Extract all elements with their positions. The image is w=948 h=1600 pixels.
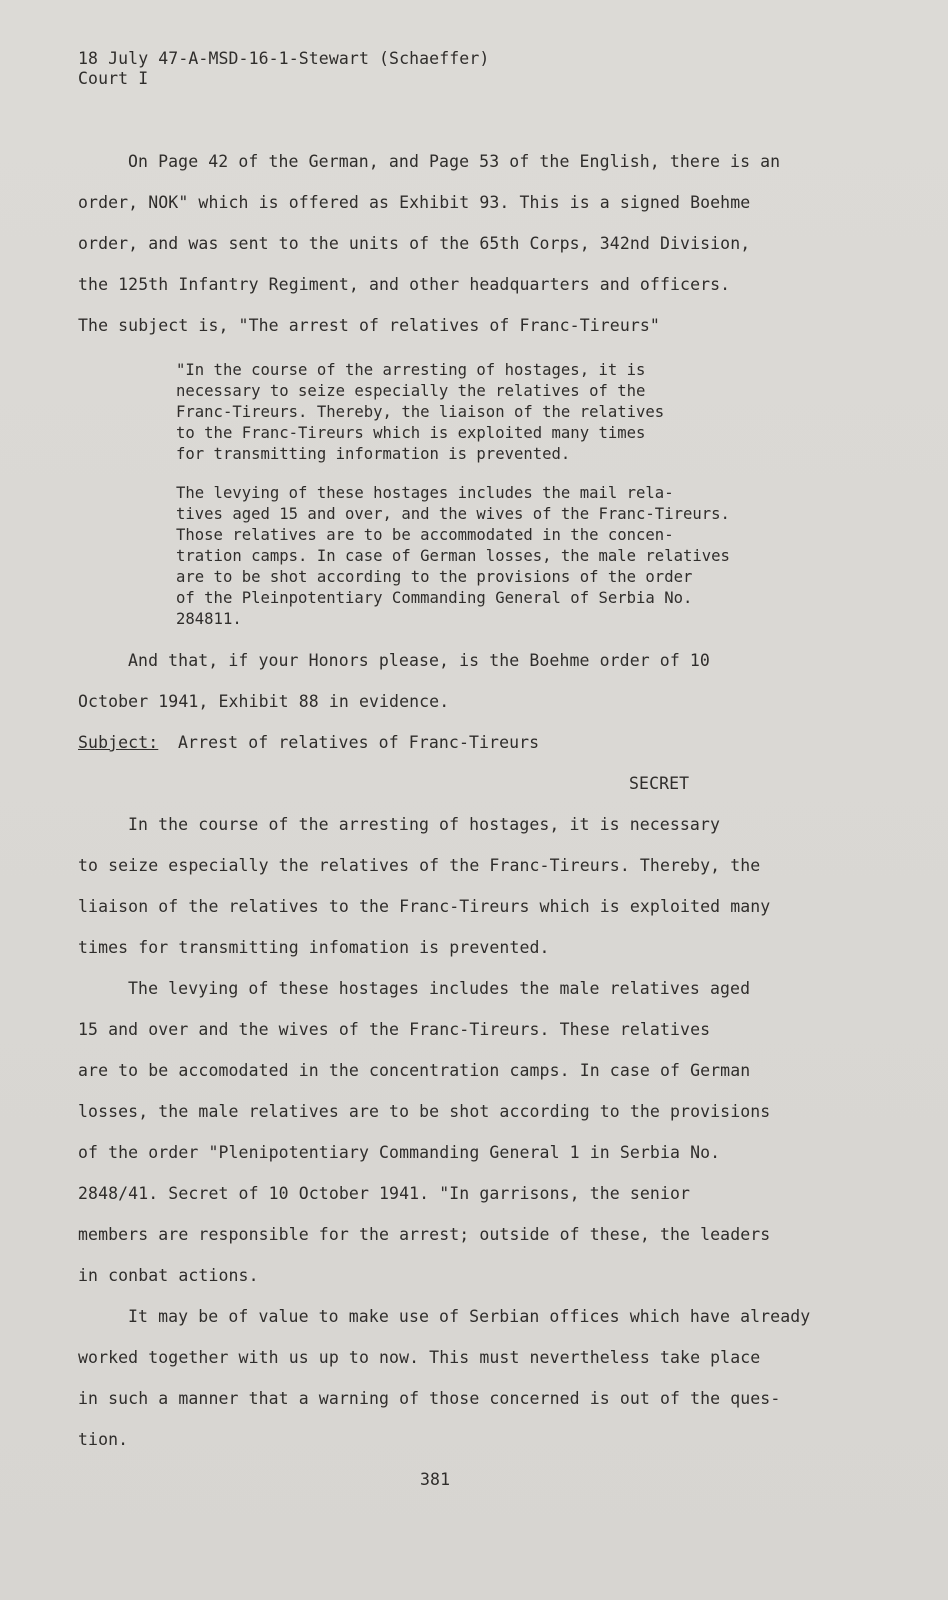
para4-line: are to be accomodated in the concentration camps. In case of German — [78, 1061, 751, 1080]
header-line-1: 18 July 47-A-MSD-16-1-Stewart (Schaeffer) — [78, 49, 490, 68]
subject-text: Arrest of relatives of Franc-Tireurs — [178, 733, 540, 752]
quote2-line: Those relatives are to be accommodated in the concen- — [176, 526, 674, 544]
quote2-line: tration camps. In case of German losses, the male relatives — [176, 547, 730, 565]
secret-label: SECRET — [629, 774, 690, 793]
para2-line: And that, if your Honors please, is the Boehme order of 10 — [128, 651, 710, 670]
para1-line: The subject is, "The arrest of relatives of Franc-Tireurs" — [78, 316, 660, 335]
para4-line: 15 and over and the wives of the Franc-Tireurs. These relatives — [78, 1020, 711, 1039]
quote1-line: Franc-Tireurs. Thereby, the liaison of the relatives — [176, 403, 665, 421]
quote2-line: are to be shot according to the provisions of the order — [176, 568, 693, 586]
page-number: 381 — [420, 1470, 451, 1489]
para5-line: worked together with us up to now. This must nevertheless take place — [78, 1348, 761, 1367]
subject-label: Subject: — [78, 733, 159, 752]
para4-line: in conbat actions. — [78, 1266, 259, 1285]
para5-line: in such a manner that a warning of those concerned is out of the ques- — [78, 1389, 781, 1408]
para4-line: 2848/41. Secret of 10 October 1941. "In garrisons, the senior — [78, 1184, 691, 1203]
para3-line: to seize especially the relatives of the Franc-Tireurs. Thereby, the — [78, 856, 761, 875]
quote2-line: tives aged 15 and over, and the wives of the Franc-Tireurs. — [176, 505, 730, 523]
para2-line: October 1941, Exhibit 88 in evidence. — [78, 692, 450, 711]
para3-line: In the course of the arresting of hostages, it is necessary — [128, 815, 720, 834]
para1-line: order, and was sent to the units of the 65th Corps, 342nd Division, — [78, 234, 751, 253]
para3-line: liaison of the relatives to the Franc-Tireurs which is exploited many — [78, 897, 771, 916]
quote1-line: "In the course of the arresting of hostages, it is — [176, 361, 646, 379]
para4-line: members are responsible for the arrest; outside of these, the leaders — [78, 1225, 771, 1244]
quote1-line: for transmitting information is prevented. — [176, 445, 571, 463]
quote1-line: necessary to seize especially the relatives of the — [176, 382, 646, 400]
para1-line: On Page 42 of the German, and Page 53 of the English, there is an — [128, 152, 781, 171]
para1-line: the 125th Infantry Regiment, and other headquarters and officers. — [78, 275, 731, 294]
para3-line: times for transmitting infomation is prevented. — [78, 938, 550, 957]
header-line-2: Court I — [78, 69, 149, 88]
quote1-line: to the Franc-Tireurs which is exploited many times — [176, 424, 646, 442]
para4-line: The levying of these hostages includes the male relatives aged — [128, 979, 751, 998]
para1-line: order, NOK" which is offered as Exhibit 93. This is a signed Boehme — [78, 193, 751, 212]
para5-line: It may be of value to make use of Serbian offices which have already — [128, 1307, 811, 1326]
quote2-line: 284811. — [176, 610, 242, 628]
para4-line: of the order "Plenipotentiary Commanding General 1 in Serbia No. — [78, 1143, 721, 1162]
quote2-line: The levying of these hostages includes the mail rela- — [176, 484, 674, 502]
quote2-line: of the Pleinpotentiary Commanding General of Serbia No. — [176, 589, 693, 607]
para4-line: losses, the male relatives are to be shot according to the provisions — [78, 1102, 771, 1121]
para5-line: tion. — [78, 1430, 129, 1449]
